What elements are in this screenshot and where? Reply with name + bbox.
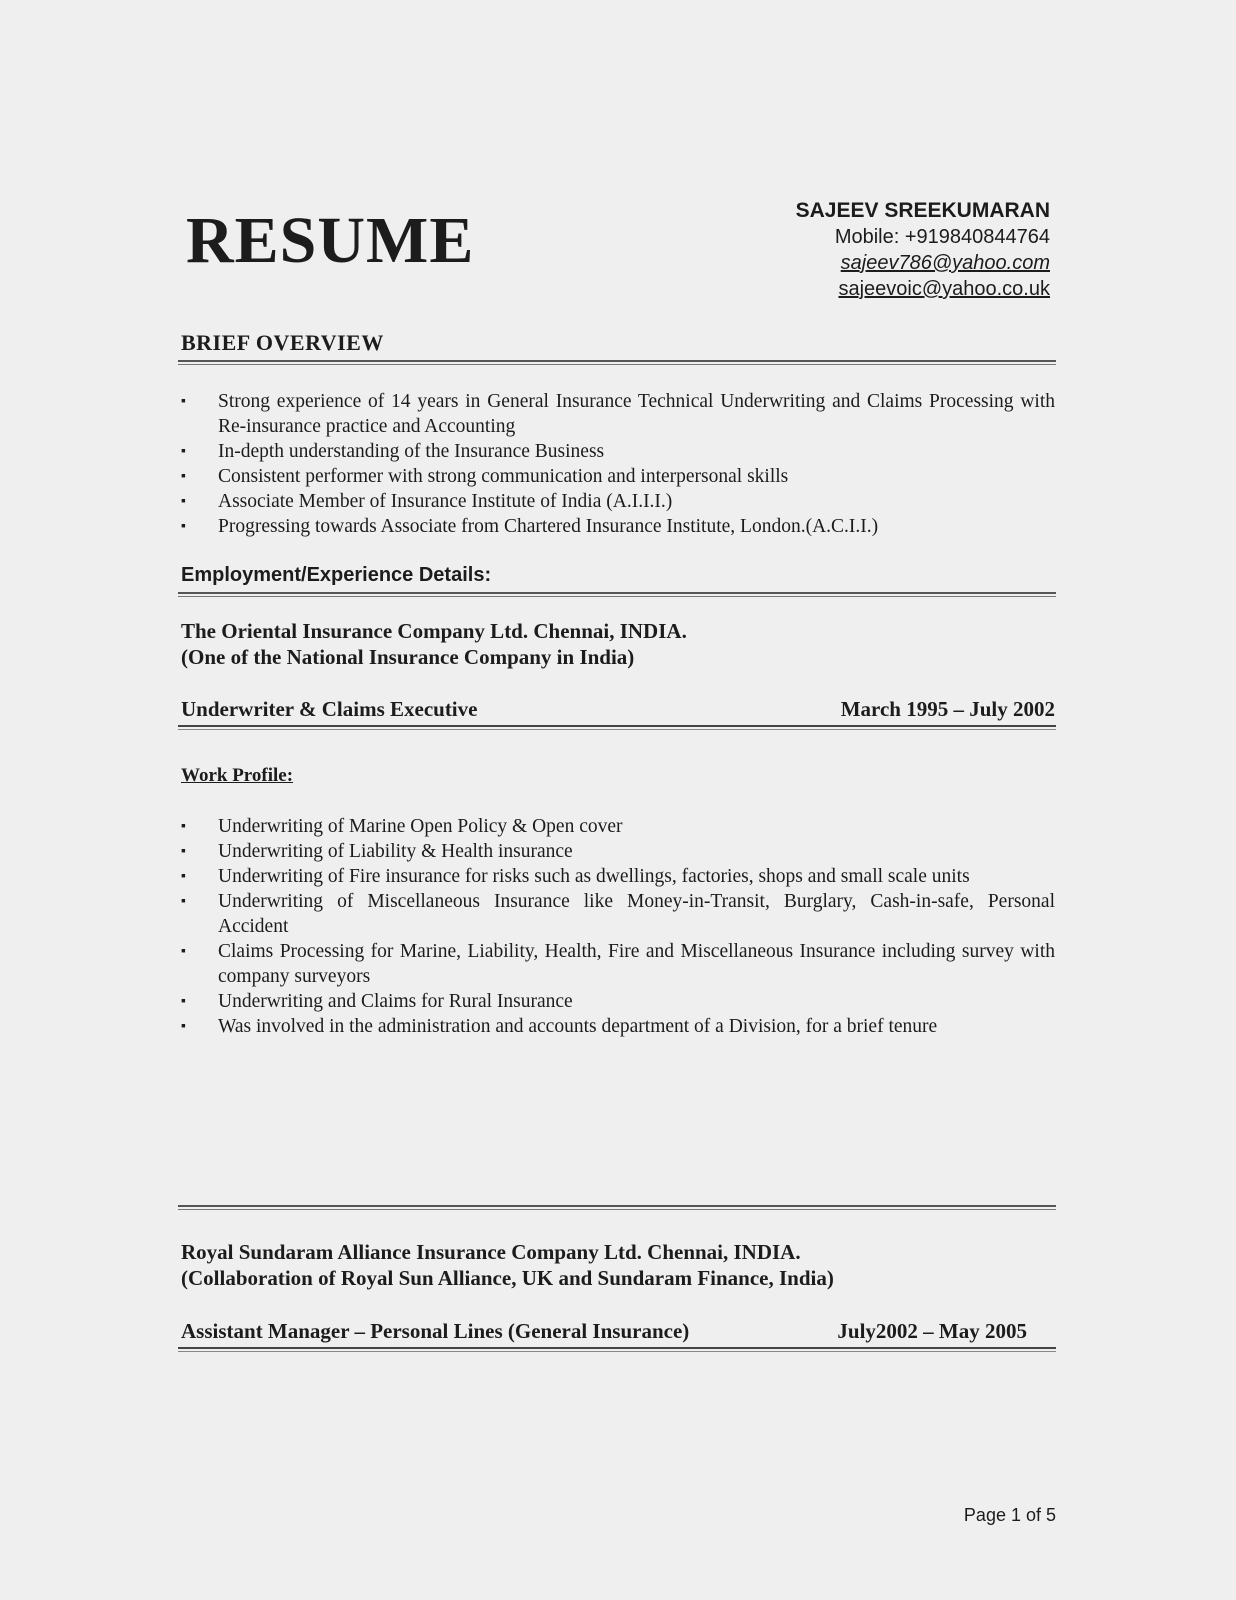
- email-link-primary[interactable]: sajeev786@yahoo.com: [840, 252, 1050, 274]
- list-item: ▪ Strong experience of 14 years in General Insurance Technical Underwriting and Claims Processing with Re-insurance practice and Accounting: [181, 389, 1055, 439]
- work-profile-heading: Work Profile:: [181, 765, 294, 786]
- employment-heading: Employment/Experience Details:: [181, 564, 492, 586]
- role-dates: July2002 – May 2005: [837, 1319, 1027, 1343]
- role-title: Underwriter & Claims Executive: [181, 697, 478, 721]
- company-block-1: [181, 618, 687, 670]
- company-note: (One of the National Insurance Company in India): [181, 645, 635, 669]
- role-row-1: [181, 697, 1055, 722]
- company-name: The Oriental Insurance Company Ltd. Chennai, INDIA.: [181, 619, 687, 643]
- contact-block: [796, 198, 1050, 302]
- company-block-2: [181, 1239, 834, 1291]
- list-item: ▪ Underwriting of Miscellaneous Insurance like Money-in-Transit, Burglary, Cash-in-safe, Personal Accident: [181, 889, 1055, 939]
- list-item: ▪ Claims Processing for Marine, Liability, Health, Fire and Miscellaneous Insurance including survey with company surveyors: [181, 939, 1055, 989]
- company-name: Royal Sundaram Alliance Insurance Company Ltd. Chennai, INDIA.: [181, 1240, 801, 1264]
- list-item: ▪ Consistent performer with strong communication and interpersonal skills: [181, 464, 1055, 489]
- role-dates: March 1995 – July 2002: [840, 697, 1055, 721]
- work-profile-list: [181, 814, 1055, 1039]
- role-row-2: [181, 1319, 1027, 1344]
- email-link-secondary[interactable]: sajeevoic@yahoo.co.uk: [838, 278, 1050, 300]
- role-rule-2: [178, 1347, 1056, 1352]
- role-rule-1: [178, 725, 1056, 730]
- list-item: ▪ Progressing towards Associate from Chartered Insurance Institute, London.(A.C.I.I.): [181, 514, 1055, 539]
- document-title: RESUME: [186, 204, 475, 277]
- list-item: ▪ In-depth understanding of the Insurance Business: [181, 439, 1055, 464]
- candidate-name: SAJEEV SREEKUMARAN: [795, 199, 1050, 222]
- list-item: ▪ Was involved in the administration and accounts department of a Division, for a brief tenure: [181, 1014, 1055, 1039]
- section-divider-rule: [178, 1205, 1056, 1210]
- mobile-number: Mobile: +919840844764: [834, 226, 1050, 248]
- list-item: ▪ Underwriting and Claims for Rural Insurance: [181, 989, 1055, 1014]
- overview-list: [181, 389, 1055, 539]
- list-item: ▪ Underwriting of Marine Open Policy & Open cover: [181, 814, 1055, 839]
- overview-heading: BRIEF OVERVIEW: [181, 330, 384, 355]
- list-item: ▪ Associate Member of Insurance Institute of India (A.I.I.I.): [181, 489, 1055, 514]
- page-number: Page 1 of 5: [963, 1505, 1056, 1525]
- list-item: ▪ Underwriting of Fire insurance for risks such as dwellings, factories, shops and small scale units: [181, 864, 1055, 889]
- company-note: (Collaboration of Royal Sun Alliance, UK and Sundaram Finance, India): [181, 1266, 834, 1290]
- list-item: ▪ Underwriting of Liability & Health insurance: [181, 839, 1055, 864]
- role-title: Assistant Manager – Personal Lines (General Insurance): [181, 1319, 690, 1343]
- employment-rule: [178, 592, 1056, 597]
- overview-rule: [178, 360, 1056, 365]
